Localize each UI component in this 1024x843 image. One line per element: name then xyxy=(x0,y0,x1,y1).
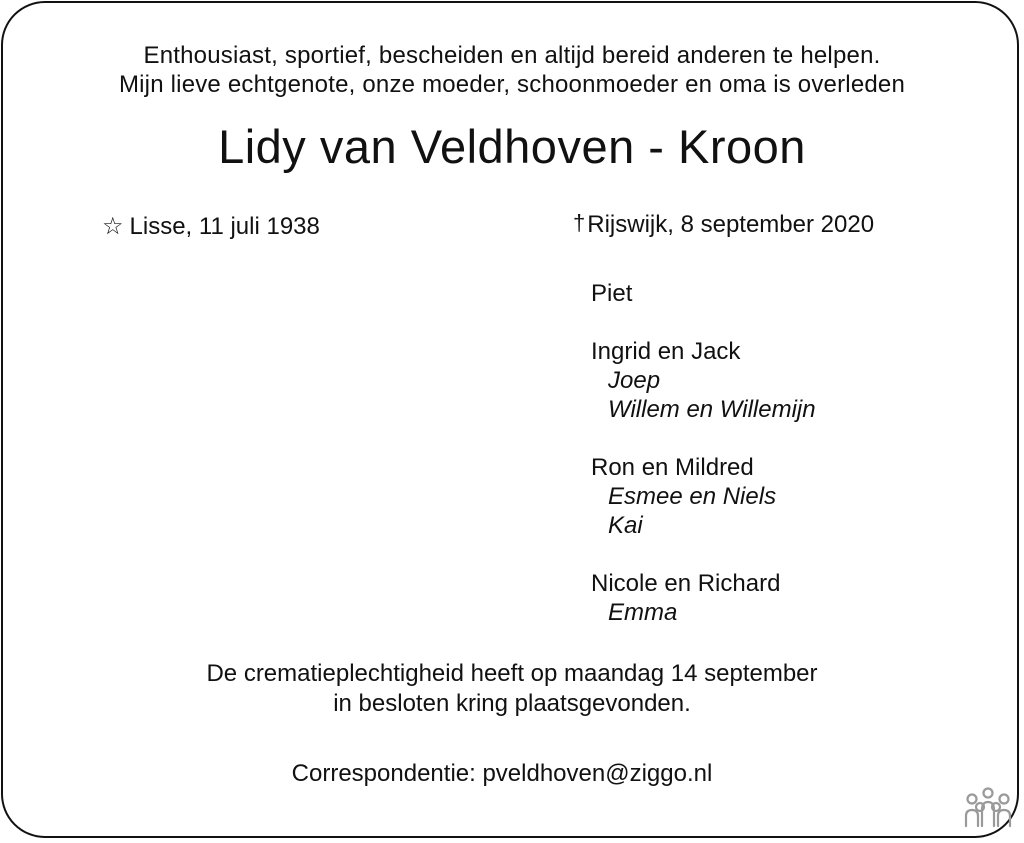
ceremony-notice xyxy=(0,659,1024,719)
child-couple: Nicole en Richard xyxy=(591,570,781,597)
birth-text: Lisse, 11 juli 1938 xyxy=(129,213,320,240)
death-info xyxy=(573,210,874,240)
star-icon: ☆ xyxy=(102,213,124,240)
correspondence-address: Correspondentie: pveldhoven@ziggo.nl xyxy=(291,760,713,787)
grandchild: Kai xyxy=(608,512,643,539)
grandchild: Willem en Willemijn xyxy=(608,396,816,423)
grandchild: Esmee en Niels xyxy=(608,483,777,510)
child-couple: Ron en Mildred xyxy=(591,454,754,481)
intro-line-1: Enthousiast, sportief, bescheiden en altijd bereid anderen te helpen. xyxy=(143,42,881,69)
child-couple: Ingrid en Jack xyxy=(591,338,741,365)
deceased-name: Lidy van Veldhoven - Kroon xyxy=(218,120,806,173)
birth-info xyxy=(102,212,320,242)
grandchild: Emma xyxy=(608,599,678,626)
cross-icon: † xyxy=(573,210,586,235)
people-logo-icon xyxy=(962,786,1014,830)
ceremony-line-1: De crematieplechtigheid heeft op maandag 14 september xyxy=(206,660,818,687)
spouse-name: Piet xyxy=(591,280,633,307)
ceremony-line-2: in besloten kring plaatsgevonden. xyxy=(333,690,691,717)
intro-line-2: Mijn lieve echtgenote, onze moeder, schoonmoeder en oma is overleden xyxy=(118,71,906,98)
family-group xyxy=(591,337,816,424)
death-text: Rijswijk, 8 september 2020 xyxy=(587,211,875,238)
grandchild: Joep xyxy=(608,367,661,394)
family-group xyxy=(591,569,816,627)
family-group xyxy=(591,453,816,540)
family-list xyxy=(591,279,816,627)
